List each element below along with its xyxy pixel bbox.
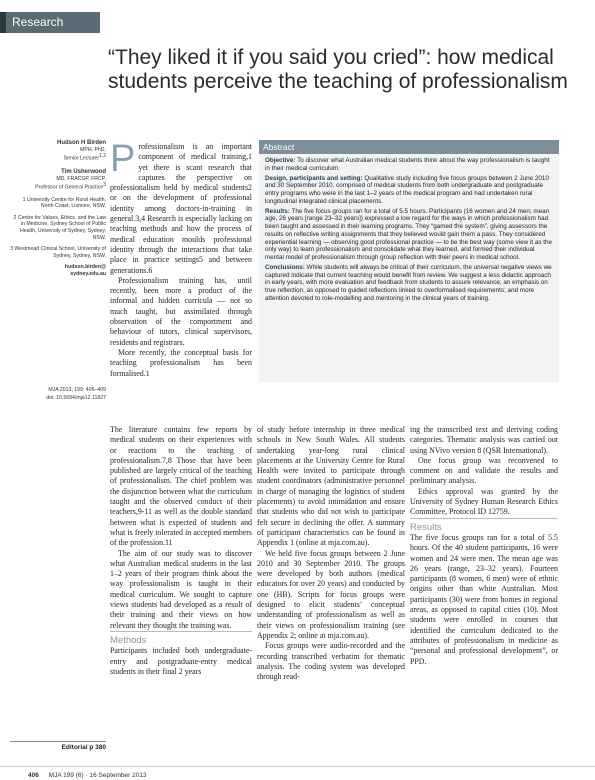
drop-cap: P: [110, 138, 136, 180]
author-name-1: Hudson H Birden: [57, 140, 106, 146]
author-name-2: Tim Usherwood: [61, 169, 106, 176]
intro-paragraph-4: The literature contains few reports by medical students on their experiences with or reactions to the teaching of professionalism.7,8 Those that have been published are largely critical of the teaching of professionalism. The chief problem was the disjunction between what the curriculum taught and the observed conduct of their teachers,9-11 as well as the double standard between what is expected of students and what is freely tolerated in accepted members of the profession.11: [110, 425, 252, 548]
intro-paragraph-2: Professionalism training has, until recently, been more a product of the informal and hidden curricula — not so much taught, but assimilated through observation of the comportment and behaviour of tutors, clinical supervisors, residents and registrars.: [110, 275, 252, 347]
methods-paragraph-3: We held five focus groups between 2 June 2010 and 30 September 2010. The groups were developed by both authors (medical educators for over 20 years) and conducted by one (HB). Scripts for focus groups were designed to elicit students’ conceptual understanding of professionalism as well as their views on professionalism training (see Appendix 2; online at mja.com.au).: [257, 548, 405, 640]
methods-paragraph-4: Focus groups were audio-recorded and the recording transcribed verbatim for thematic analysis. The coding system was developed through read-: [257, 641, 405, 682]
intro-column-top: [110, 138, 252, 379]
article-title: “They liked it if you said you cried”: how medical students perceive the teaching of professionalism: [108, 46, 568, 93]
doi[interactable]: doi: 10.5694/mja12.11827: [46, 395, 106, 401]
affiliation-2: 2 Centre for Values, Ethics, and the Law in Medicine, Sydney School of Public Health, University of Sydney, Sydney, NSW.: [13, 214, 106, 241]
column-3: [410, 425, 558, 667]
abstract-heading: Abstract: [259, 140, 559, 154]
author-degrees-1: MPH, PhD,: [80, 146, 106, 153]
methods-heading: Methods: [110, 631, 252, 646]
intro-column-bottom: [110, 425, 252, 677]
author-degrees-2: MD, FRACGP, FRCP,: [56, 175, 106, 182]
intro-paragraph-1: Professionalism is an important component of medical training,1 yet there is scant research that captures the perspective on professionalism held by medical students2 or on the development of professional identity among doctors-in-training in general.3,4 Research is especially lacking on teaching methods and how the process of medical education moulds professional identity through the interactions that take place in practice settings5 and between generations.6: [110, 138, 252, 275]
page-number: 406: [28, 772, 39, 779]
page-footer: [28, 772, 147, 779]
author-role-2: Professor of General Practice$^3$: [35, 182, 106, 192]
section-tab-label: Research: [12, 15, 64, 29]
methods-paragraph-1: Participants included both undergraduate-entry and postgraduate-entry medical students in their final 2 years: [110, 646, 252, 676]
footer-divider: [0, 766, 595, 767]
results-heading: Results: [410, 518, 558, 533]
affiliation-3: 3 Westmead Clinical School, University of Sydney, Sydney, NSW.: [10, 246, 106, 259]
section-tab: [0, 12, 100, 33]
editorial-ref[interactable]: Editorial p 380: [10, 741, 106, 751]
affiliation-1: 1 University Centre for Rural Health, North Coast, Lismore, NSW.: [22, 196, 106, 210]
abstract-design: Design, participants and setting: Qualitative study including five focus groups between 2 June 2010 and 30 September 2010, comprised of medical students from both undergraduate and postgraduate entry programs who were in the last 1–2 years of the medical program and had undertaken rural longitudinal integrated clinical placements.: [265, 174, 549, 205]
abstract-results: Results: The five focus groups ran for a total of 5.5 hours. Participants (16 women and 24 men; mean age, 26 years [range 23–32 years]) expressed a low regard for the ways in which professionalism had been taught and assessed in their learning programs. They “gamed the system”, giving assessors the results on reflective writing assignments that they believed would gain them a pass. They considered experiential learning — observing good professional practice — to be the best way (some view it as the only way) to learn professionalism and consolidate what they learned, and formed their individual mental model of professionalism through group reflection with their peers in medical school.: [265, 207, 553, 261]
intro-paragraph-5: The aim of our study was to discover what Australian medical students in the last 1–2 years of their program think about the way professionalism is taught in their medical curriculum. We sought to capture views students had developed as a result of their training and their views on how relevant they thought the training was.: [110, 548, 252, 630]
author-email-line-2[interactable]: sydney.edu.au: [70, 270, 106, 277]
intro-paragraph-3: More recently, the conceptual basis for teaching professionalism has been formalised.1: [110, 347, 252, 378]
results-paragraph-1: The five focus groups ran for a total of 5.5 hours. Of the 40 student participants, 16 were women and 24 were men. The mean age was 26 years (range, 23–32 years). Fourteen participants (8 women, 6 men) were of ethnic origins other than white Australian. Most participants (30) were from homes in regional areas, as opposed to capital cities (10). Most students were enrolled in courses that identified the curriculum dedicated to the attributes of professionalism in medicine as “personal and professional development”, or PPD.: [410, 532, 558, 666]
abstract-box: [259, 140, 559, 382]
column-2: [257, 425, 405, 682]
author-email-line-1[interactable]: hudson.birden@: [64, 264, 106, 271]
methods-paragraph-2: of study before internship in three medical schools in New South Wales. All students undertaking year-long rural clinical placements at the University Centre for Rural Health were invited to participate through student coordinators (administrative personnel in charge of managing the logistics of student placements) to avoid intimidation and ensure that students who did not wish to participate felt secure in declining the offer. A summary of participant characteristics can be found in Appendix 1 (online at mja.com.au).: [257, 425, 405, 548]
author-role-1: Senior Lecturer$^{1,2}$: [63, 153, 106, 162]
abstract-objective: Objective: To discover what Australian medical students think about the way professionalism is taught in their medical curriculum.: [265, 157, 550, 172]
methods-paragraph-7: Ethics approval was granted by the University of Sydney Human Research Ethics Committee, Protocol ID 12759.: [410, 486, 558, 517]
methods-paragraph-6: One focus group was reconvened to comment on and validate the results and preliminary analysis.: [410, 455, 558, 486]
methods-paragraph-5: ing the transcribed text and deriving coding categories. Thematic analysis was carried out using NVivo version 8 (QSR International).: [410, 425, 558, 455]
citation: MJA 2013; 199: 406–409: [48, 387, 106, 393]
abstract-conclusions: Conclusions: While students will always be critical of their curriculum, the universal negative views we captured indicate that current teaching would benefit from review. We suggest a less didactic approach in early years, with more evaluation and feedback from students to assure relevance; an emphasis on true reflection, as opposed to guided reflections linked to overformalised requirements; and more attention devoted to role-modelling and mentoring in the clinical years of training.: [265, 263, 552, 302]
citation-block: [10, 386, 106, 402]
author-sidebar: [10, 140, 106, 278]
journal-issue: MJA 199 (6) · 16 September 2013: [48, 772, 147, 779]
section-tab-bar: [0, 12, 6, 33]
